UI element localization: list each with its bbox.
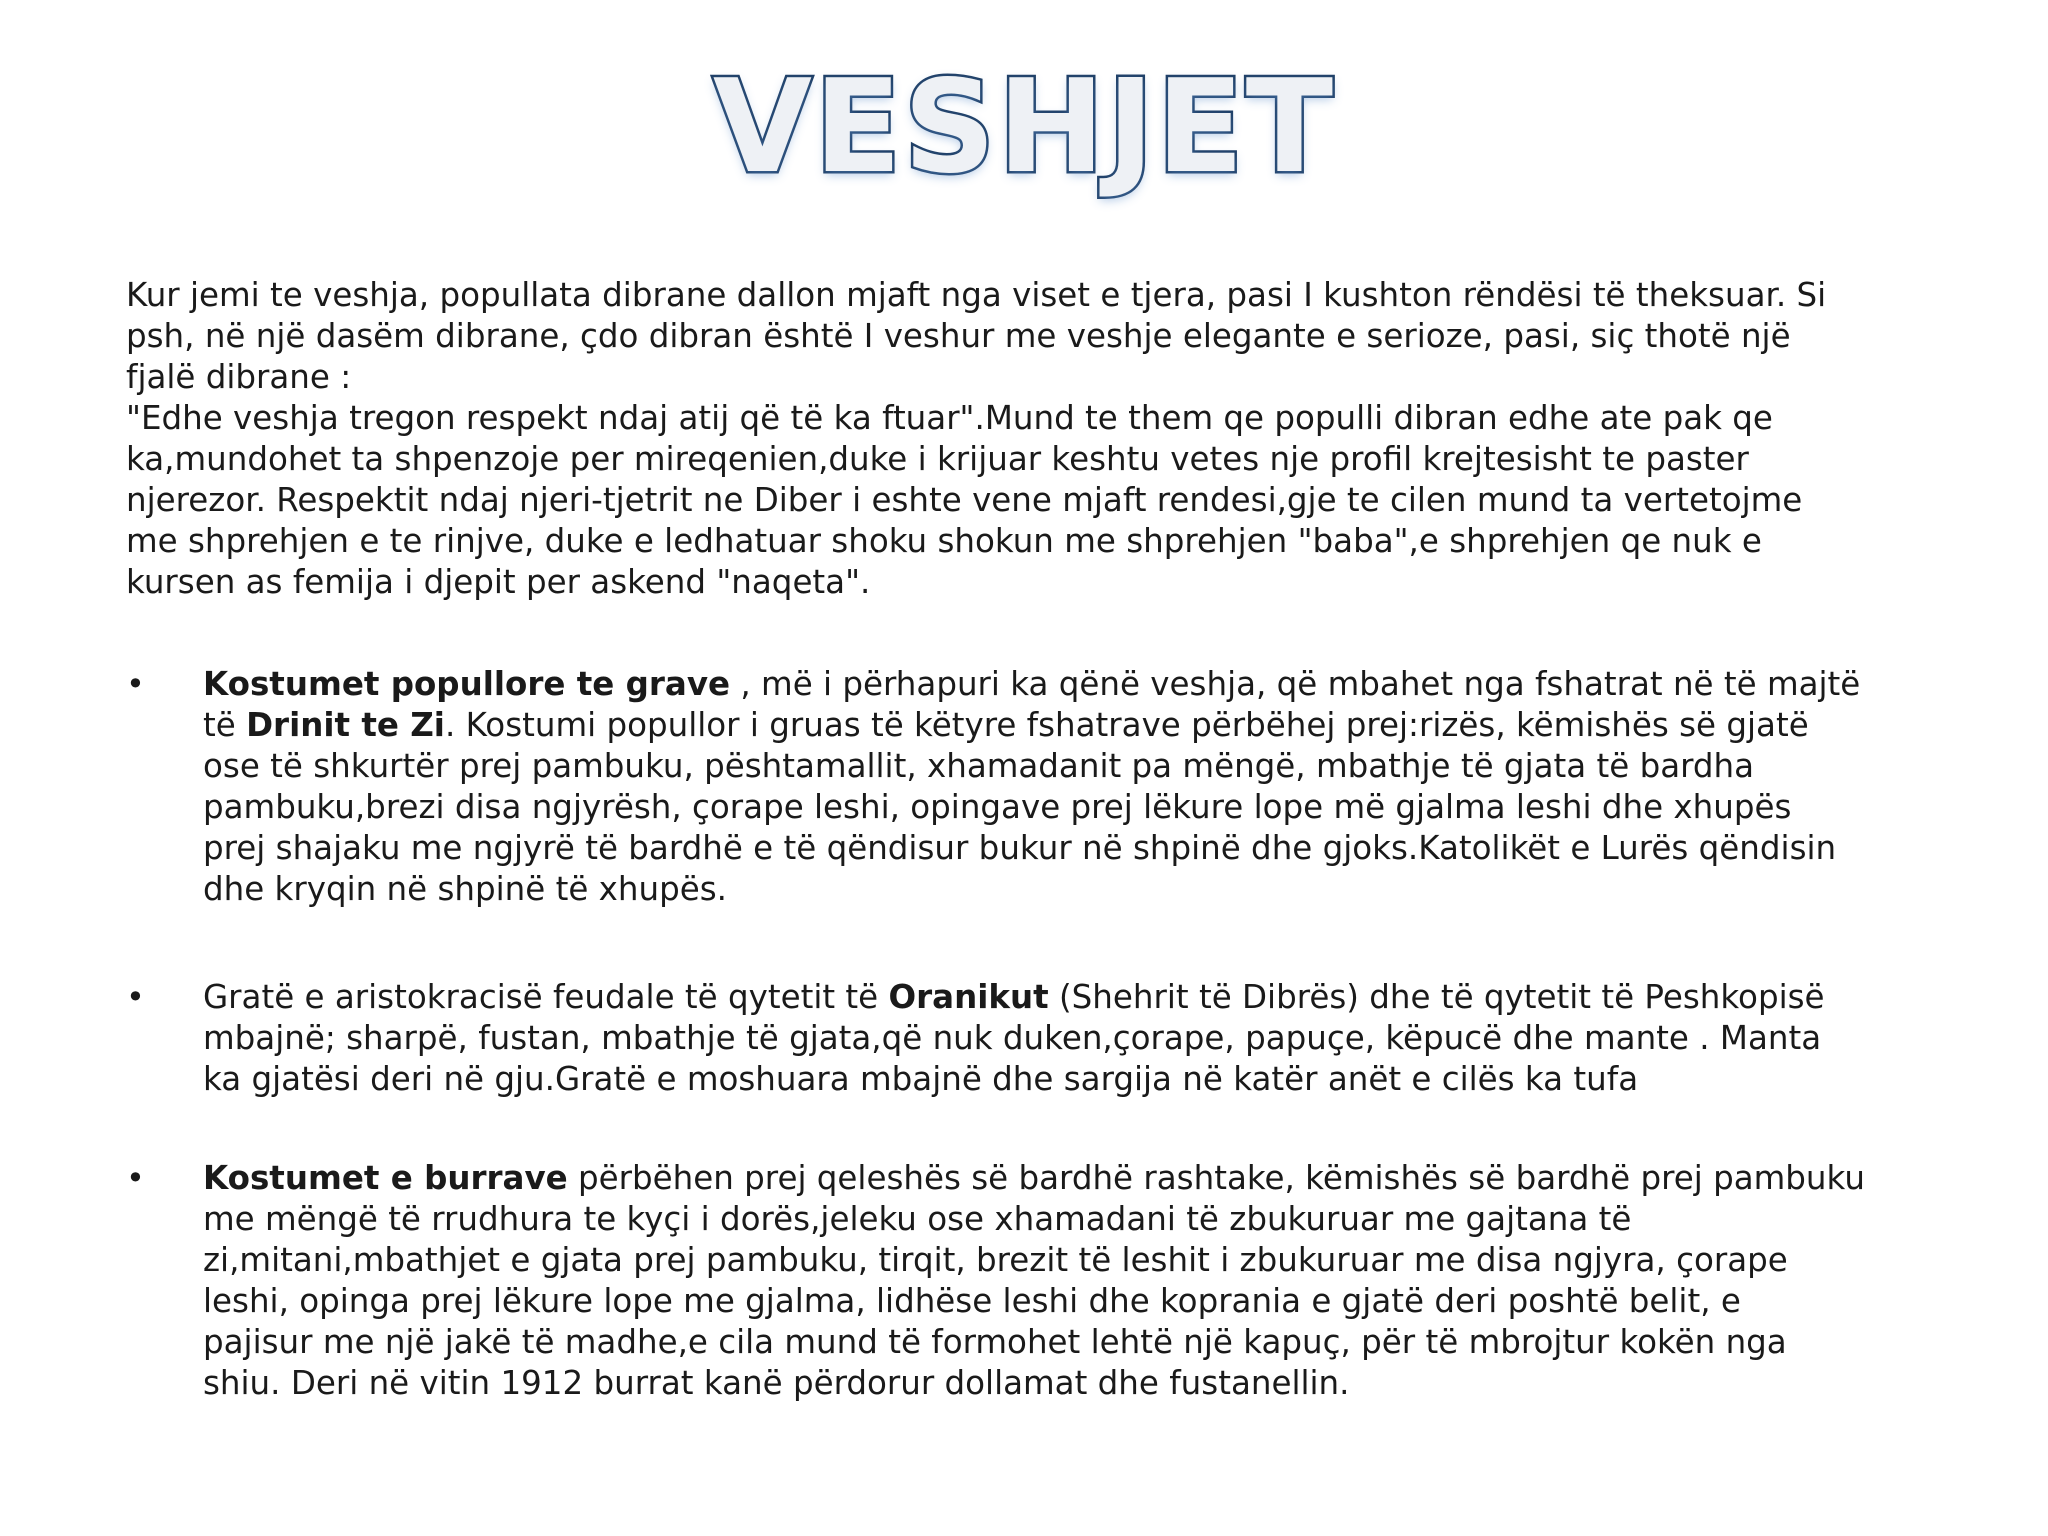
intro-line: psh, në një dasëm dibrane, çdo dibran është I veshur me veshje elegante e serioze, pasi, siç thotë një — [126, 317, 1791, 355]
bullet-marker: • — [126, 665, 145, 703]
bullet-marker: • — [126, 978, 145, 1016]
bullet-text: përbëhen prej qeleshës së bardhë rashtake, këmishës së bardhë prej pambuku — [567, 1159, 1865, 1197]
bullet-line: dhe kryqin në shpinë të xhupës. — [203, 870, 727, 908]
bullet-item-women-costume — [126, 664, 1926, 910]
bold-term: Kostumet popullore te grave — [203, 665, 731, 703]
bullet-item-aristocracy — [126, 977, 1926, 1100]
bullet-line — [203, 977, 1926, 1018]
bullet-text: të — [203, 706, 247, 744]
bullet-list — [126, 664, 1926, 1404]
bullet-text: , më i përhapuri ka qënë veshja, që mbahet nga fshatrat në të majtë — [730, 665, 1861, 703]
bullet-line: zi,mitani,mbathjet e gjata prej pambuku, tirqit, brezit të leshit i zbukuruar me disa ngjyra, çorape — [203, 1241, 1788, 1279]
bullet-line: leshi, opinga prej lëkure lope me gjalma, lidhëse leshi dhe koprania e gjatë deri poshtë belit, e — [203, 1282, 1741, 1320]
intro-line: me shprehjen e te rinjve, duke e ledhatuar shoku shokun me shprehjen "baba",e shprehjen qe nuk e — [126, 522, 1762, 560]
intro-line: "Edhe veshja tregon respekt ndaj atij që të ka ftuar".Mund te them qe populli dibran edhe ate pak qe — [126, 399, 1773, 437]
slide-title: VESHJET — [712, 53, 1336, 202]
bullet-text: . Kostumi popullor i gruas të këtyre fshatrave përbëhej prej:rizës, këmishës së gjatë — [444, 706, 1809, 744]
bullet-marker: • — [126, 1159, 145, 1197]
bullet-line — [203, 705, 1926, 746]
bold-term: Kostumet e burrave — [203, 1159, 568, 1197]
intro-line: njerezor. Respektit ndaj njeri-tjetrit ne Diber i eshte vene mjaft rendesi,gje te cilen mund ta vertetojme — [126, 481, 1803, 519]
bullet-line — [203, 664, 1926, 705]
bullet-line: shiu. Deri në vitin 1912 burrat kanë përdorur dollamat dhe fustanellin. — [203, 1364, 1350, 1402]
bullet-line: ka gjatësi deri në gju.Gratë e moshuara mbajnë dhe sargija në katër anët e cilës ka tufa — [203, 1060, 1639, 1098]
bullet-line: mbajnë; sharpë, fustan, mbathje të gjata,që nuk duken,çorape, papuçe, këpucë dhe mante . Manta — [203, 1019, 1822, 1057]
bullet-line: pajisur me një jakë të madhe,e cila mund të formohet lehtë një kapuç, për të mbrojtur kokën nga — [203, 1323, 1787, 1361]
bold-term: Drinit te Zi — [246, 706, 445, 744]
bullet-line: pambuku,brezi disa ngjyrësh, çorape leshi, opingave prej lëkure lope më gjalma leshi dhe xhupës — [203, 788, 1792, 826]
bullet-line — [203, 1158, 1926, 1199]
intro-paragraph — [126, 275, 1926, 603]
bullet-line: ose të shkurtër prej pambuku, pështamallit, xhamadanit pa mëngë, mbathje të gjata të bardha — [203, 747, 1755, 785]
bullet-line: me mëngë të rrudhura te kyçi i dorës,jeleku ose xhamadani të zbukuruar me gajtana të — [203, 1200, 1632, 1238]
intro-line: Kur jemi te veshja, popullata dibrane dallon mjaft nga viset e tjera, pasi I kushton rëndësi të theksuar. Si — [126, 276, 1827, 314]
bullet-line: prej shajaku me ngjyrë të bardhë e të qëndisur bukur në shpinë dhe gjoks.Katolikët e Lurës qëndisin — [203, 829, 1837, 867]
bullet-text: Gratë e aristokracisë feudale të qytetit të — [203, 978, 889, 1016]
intro-line: kursen as femija i djepit per askend "naqeta". — [126, 563, 871, 601]
intro-line: fjalë dibrane : — [126, 358, 352, 396]
bullet-item-men-costume — [126, 1158, 1926, 1404]
bullet-text: (Shehrit të Dibrës) dhe të qytetit të Peshkopisë — [1048, 978, 1825, 1016]
bold-term: Oranikut — [888, 978, 1049, 1016]
intro-line: ka,mundohet ta shpenzoje per mireqenien,duke i krijuar keshtu vetes nje profil krejtesisht te paster — [126, 440, 1749, 478]
